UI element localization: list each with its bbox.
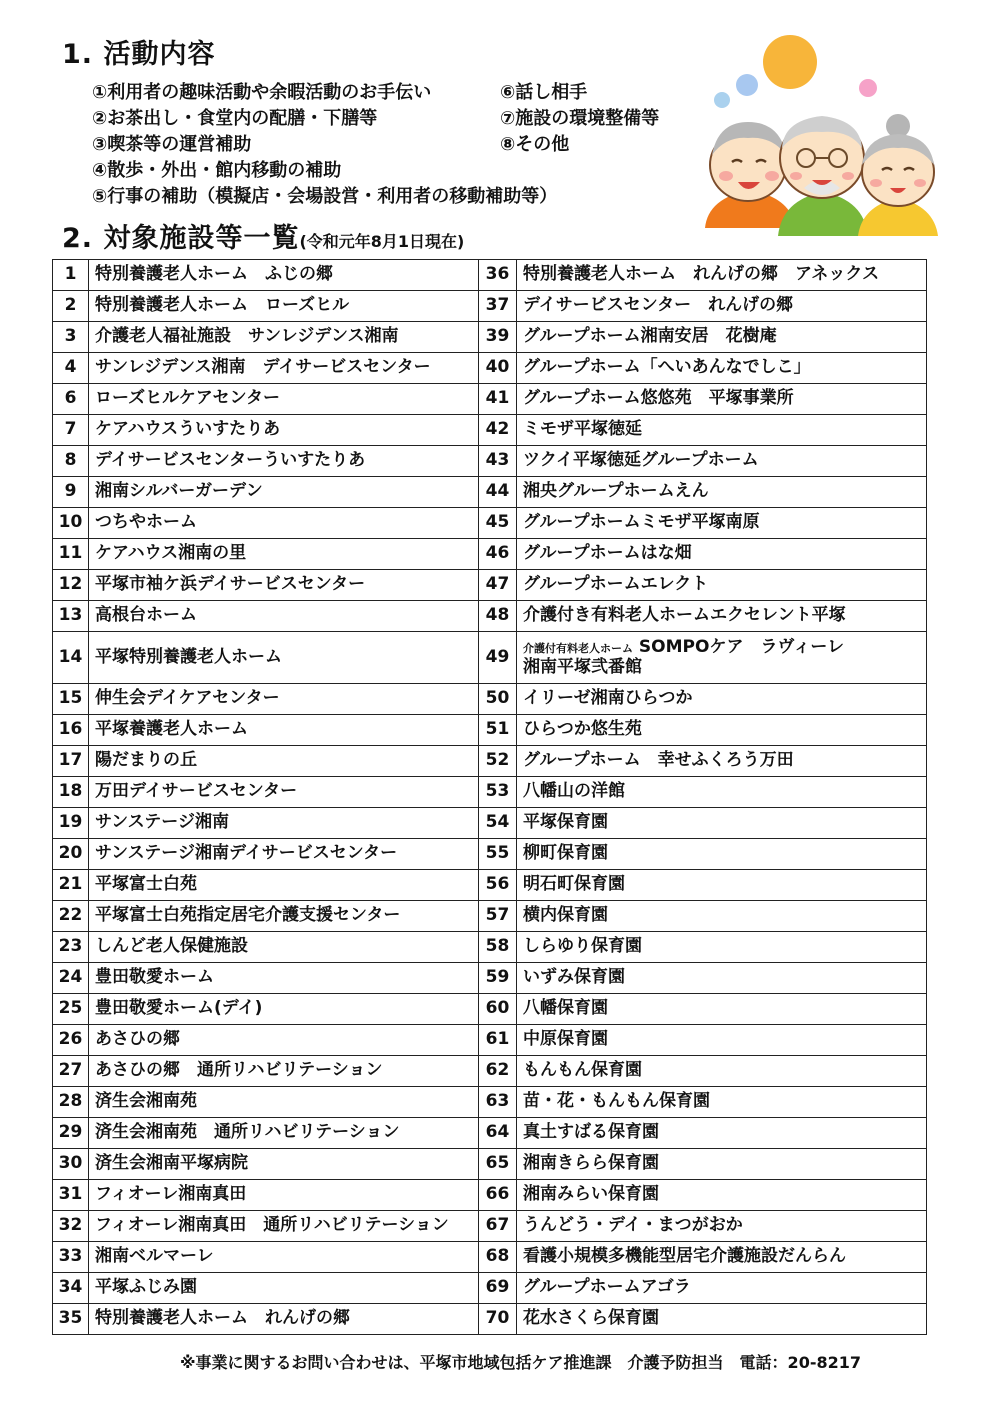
facility-number: 32 (53, 1211, 89, 1242)
facility-name: グループホーム悠悠苑 平塚事業所 (517, 384, 927, 415)
facility-number: 48 (479, 601, 517, 632)
as-of-date: (令和元年8月1日現在) (299, 232, 465, 251)
facility-number: 4 (53, 353, 89, 384)
facility-table (52, 259, 927, 1335)
facility-name: ツクイ平塚徳延グループホーム (517, 446, 927, 477)
facility-number: 2 (53, 291, 89, 322)
facility-number: 15 (53, 684, 89, 715)
facility-name: 済生会湘南苑 通所リハビリテーション (89, 1118, 479, 1149)
facility-name: 平塚ふじみ園 (89, 1273, 479, 1304)
facility-number: 58 (479, 932, 517, 963)
facility-number: 60 (479, 994, 517, 1025)
facility-name: 中原保育園 (517, 1025, 927, 1056)
facility-number: 42 (479, 415, 517, 446)
facility-name: 済生会湘南苑 (89, 1087, 479, 1118)
table-row (53, 1273, 927, 1304)
section2-title (62, 216, 464, 255)
facility-name: イリーゼ湘南ひらつか (517, 684, 927, 715)
facility-type-label: 介護付有料老人ホーム (523, 641, 633, 655)
facility-name: 済生会湘南平塚病院 (89, 1149, 479, 1180)
facility-name (517, 632, 927, 684)
facility-name-line1: SOMPOケア ラヴィーレ (638, 636, 845, 657)
facility-name: あさひの郷 (89, 1025, 479, 1056)
facility-number: 17 (53, 746, 89, 777)
facility-name: 横内保育園 (517, 901, 927, 932)
table-row (53, 260, 927, 291)
facility-number: 46 (479, 539, 517, 570)
facility-number: 9 (53, 477, 89, 508)
facility-name: 平塚養護老人ホーム (89, 715, 479, 746)
facility-name: 真土すばる保育園 (517, 1118, 927, 1149)
facility-name: 湘南きらら保育園 (517, 1149, 927, 1180)
table-row (53, 715, 927, 746)
table-row (53, 1180, 927, 1211)
table-row (53, 777, 927, 808)
facility-number: 26 (53, 1025, 89, 1056)
table-row (53, 415, 927, 446)
facility-name: ローズヒルケアセンター (89, 384, 479, 415)
facility-name: フィオーレ湘南真田 通所リハビリテーション (89, 1211, 479, 1242)
facility-number: 50 (479, 684, 517, 715)
table-row (53, 1056, 927, 1087)
table-row (53, 477, 927, 508)
facility-name: 特別養護老人ホーム ローズヒル (89, 291, 479, 322)
table-row (53, 539, 927, 570)
facility-name: 豊田敬愛ホーム(デイ) (89, 994, 479, 1025)
facility-number: 61 (479, 1025, 517, 1056)
table-row (53, 601, 927, 632)
facility-number: 55 (479, 839, 517, 870)
table-row (53, 808, 927, 839)
table-row (53, 1149, 927, 1180)
facility-number: 43 (479, 446, 517, 477)
facility-number: 34 (53, 1273, 89, 1304)
facility-name: 平塚富士白苑指定居宅介護支援センター (89, 901, 479, 932)
facility-number: 64 (479, 1118, 517, 1149)
contact-note: ※事業に関するお問い合わせは、平塚市地域包括ケア推進課 介護予防担当 電話：20-8217 (180, 1353, 861, 1372)
facility-name: 万田デイサービスセンター (89, 777, 479, 808)
facility-name: ケアハウスういすたりあ (89, 415, 479, 446)
table-row (53, 870, 927, 901)
facility-number: 27 (53, 1056, 89, 1087)
facility-name: 豊田敬愛ホーム (89, 963, 479, 994)
facility-name: 湘南シルバーガーデン (89, 477, 479, 508)
facility-number: 47 (479, 570, 517, 601)
table-row (53, 570, 927, 601)
facility-number: 16 (53, 715, 89, 746)
facility-name: もんもん保育園 (517, 1056, 927, 1087)
table-row (53, 1304, 927, 1335)
facility-number: 62 (479, 1056, 517, 1087)
facility-number: 8 (53, 446, 89, 477)
facility-number: 65 (479, 1149, 517, 1180)
facility-name: グループホーム「へいあんなでしこ」 (517, 353, 927, 384)
facility-name: デイサービスセンターういすたりあ (89, 446, 479, 477)
table-row (53, 994, 927, 1025)
facility-number: 20 (53, 839, 89, 870)
facility-name: 湘央グループホームえん (517, 477, 927, 508)
facility-name: サンレジデンス湘南 デイサービスセンター (89, 353, 479, 384)
activity-item: ③喫茶等の運営補助 (92, 134, 252, 155)
facility-number: 24 (53, 963, 89, 994)
facility-name: グループホーム湘南安居 花樹庵 (517, 322, 927, 353)
table-row (53, 1211, 927, 1242)
facility-number: 69 (479, 1273, 517, 1304)
table-row (53, 632, 927, 684)
facility-number: 30 (53, 1149, 89, 1180)
section2-heading: 2. 対象施設等一覧 (62, 223, 300, 254)
facility-number: 56 (479, 870, 517, 901)
table-row (53, 1087, 927, 1118)
facility-name: 明石町保育園 (517, 870, 927, 901)
table-row (53, 901, 927, 932)
facility-name: 特別養護老人ホーム れんげの郷 アネックス (517, 260, 927, 291)
facility-name: サンステージ湘南 (89, 808, 479, 839)
facility-number: 37 (479, 291, 517, 322)
facility-name: 看護小規模多機能型居宅介護施設だんらん (517, 1242, 927, 1273)
table-row (53, 446, 927, 477)
facility-name: 八幡保育園 (517, 994, 927, 1025)
facility-number: 67 (479, 1211, 517, 1242)
facility-name: グループホームアゴラ (517, 1273, 927, 1304)
facility-name: フィオーレ湘南真田 (89, 1180, 479, 1211)
facility-number: 33 (53, 1242, 89, 1273)
activity-item: ⑦施設の環境整備等 (500, 108, 660, 129)
facility-number: 10 (53, 508, 89, 539)
table-row (53, 746, 927, 777)
table-row (53, 839, 927, 870)
table-row (53, 384, 927, 415)
facility-number: 31 (53, 1180, 89, 1211)
facility-number: 28 (53, 1087, 89, 1118)
activity-item: ⑧その他 (500, 134, 570, 155)
facility-name: 平塚富士白苑 (89, 870, 479, 901)
facility-name: 平塚市袖ケ浜デイサービスセンター (89, 570, 479, 601)
facility-number: 70 (479, 1304, 517, 1335)
facility-number: 11 (53, 539, 89, 570)
facility-name: 花水さくら保育園 (517, 1304, 927, 1335)
facility-name: 介護老人福祉施設 サンレジデンス湘南 (89, 322, 479, 353)
facility-number: 6 (53, 384, 89, 415)
activity-item: ⑥話し相手 (500, 82, 588, 103)
facility-name-line2: 湘南平塚弐番館 (523, 656, 642, 677)
table-row (53, 291, 927, 322)
facility-number: 3 (53, 322, 89, 353)
facility-number: 23 (53, 932, 89, 963)
facility-name: 八幡山の洋館 (517, 777, 927, 808)
facility-number: 12 (53, 570, 89, 601)
facility-name: 介護付き有料老人ホームエクセレント平塚 (517, 601, 927, 632)
facility-number: 13 (53, 601, 89, 632)
facility-number: 63 (479, 1087, 517, 1118)
activity-item: ①利用者の趣味活動や余暇活動のお手伝い (92, 82, 432, 103)
facility-number: 66 (479, 1180, 517, 1211)
facility-name: 柳町保育園 (517, 839, 927, 870)
activity-item: ④散歩・外出・館内移動の補助 (92, 160, 342, 181)
activity-item: ⑤行事の補助（模擬店・会場設営・利用者の移動補助等） (92, 186, 558, 207)
facility-name: うんどう・デイ・まつがおか (517, 1211, 927, 1242)
facility-name: 平塚保育園 (517, 808, 927, 839)
facility-name: 高根台ホーム (89, 601, 479, 632)
table-row (53, 1118, 927, 1149)
table-row (53, 1242, 927, 1273)
facility-number: 53 (479, 777, 517, 808)
facility-name: サンステージ湘南デイサービスセンター (89, 839, 479, 870)
facility-number: 25 (53, 994, 89, 1025)
facility-name: グループホームミモザ平塚南原 (517, 508, 927, 539)
facility-name: ひらつか悠生苑 (517, 715, 927, 746)
facility-name: グループホーム 幸せふくろう万田 (517, 746, 927, 777)
facility-number: 21 (53, 870, 89, 901)
facility-number: 57 (479, 901, 517, 932)
table-row (53, 322, 927, 353)
elderly-group-illustration (700, 30, 940, 242)
facility-name: 湘南ベルマーレ (89, 1242, 479, 1273)
facility-name: デイサービスセンター れんげの郷 (517, 291, 927, 322)
facility-number: 51 (479, 715, 517, 746)
facility-name: 平塚特別養護老人ホーム (89, 632, 479, 684)
facility-name: 特別養護老人ホーム れんげの郷 (89, 1304, 479, 1335)
facility-number: 36 (479, 260, 517, 291)
facility-number: 59 (479, 963, 517, 994)
facility-name: 特別養護老人ホーム ふじの郷 (89, 260, 479, 291)
facility-name: 伸生会デイケアセンター (89, 684, 479, 715)
facility-name: いずみ保育園 (517, 963, 927, 994)
facility-number: 18 (53, 777, 89, 808)
facility-number: 41 (479, 384, 517, 415)
facility-number: 40 (479, 353, 517, 384)
facility-number: 1 (53, 260, 89, 291)
table-row (53, 353, 927, 384)
table-row (53, 1025, 927, 1056)
facility-name: ミモザ平塚徳延 (517, 415, 927, 446)
section1-title: 1. 活動内容 (62, 39, 216, 70)
activity-item: ②お茶出し・食堂内の配膳・下膳等 (92, 108, 378, 129)
facility-name: しんど老人保健施設 (89, 932, 479, 963)
facility-number: 54 (479, 808, 517, 839)
facility-name: 苗・花・もんもん保育園 (517, 1087, 927, 1118)
facility-number: 19 (53, 808, 89, 839)
facility-name: つちやホーム (89, 508, 479, 539)
facility-name: グループホームエレクト (517, 570, 927, 601)
facility-number: 39 (479, 322, 517, 353)
facility-name: 湘南みらい保育園 (517, 1180, 927, 1211)
facility-name: あさひの郷 通所リハビリテーション (89, 1056, 479, 1087)
facility-number: 14 (53, 632, 89, 684)
facility-number: 49 (479, 632, 517, 684)
table-row (53, 963, 927, 994)
facility-number: 22 (53, 901, 89, 932)
facility-number: 45 (479, 508, 517, 539)
facility-number: 7 (53, 415, 89, 446)
facility-name: グループホームはな畑 (517, 539, 927, 570)
facility-name: 陽だまりの丘 (89, 746, 479, 777)
facility-number: 44 (479, 477, 517, 508)
facility-number: 29 (53, 1118, 89, 1149)
facility-number: 52 (479, 746, 517, 777)
table-row (53, 932, 927, 963)
facility-number: 68 (479, 1242, 517, 1273)
facility-name: しらゆり保育園 (517, 932, 927, 963)
table-row (53, 684, 927, 715)
facility-name: ケアハウス湘南の里 (89, 539, 479, 570)
facility-number: 35 (53, 1304, 89, 1335)
table-row (53, 508, 927, 539)
